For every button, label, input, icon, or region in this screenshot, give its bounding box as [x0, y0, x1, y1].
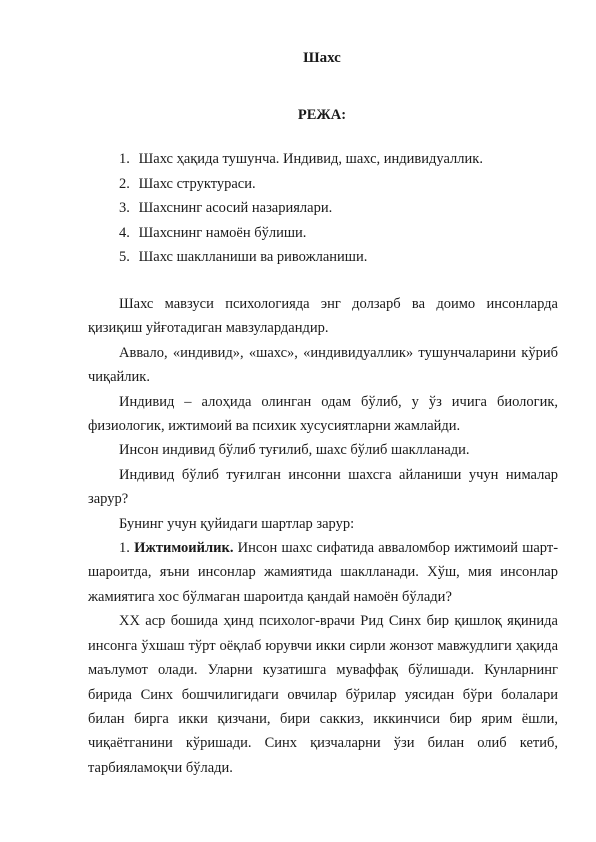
paragraph: Бунинг учун қуйидаги шартлар зарур:	[119, 515, 355, 532]
plan-item	[119, 221, 483, 246]
body-text	[88, 292, 558, 780]
plan-list	[119, 147, 483, 270]
plan-item-text: Шахснинг асосий назариялари.	[138, 200, 333, 216]
plan-item	[119, 196, 483, 221]
paragraph: Индивид – алоҳида олинган одам бўлиб, у ўз ичига биологик, физиологик, ижтимоий ва психик хусусиятларни жамлайди.	[88, 393, 558, 435]
paragraph: Индивид бўлиб туғилган инсонни шахсга айланиши учун нималар зарур?	[88, 466, 558, 508]
point-text: Инсон шахс сифатида авваломбор ижтимоий шарт-шароитда, яъни инсонлар жамиятида шаклланади. Хўш, мия инсонлар жамиятига хос бўлмаган шароитда қандай намоён бўлади?	[88, 540, 559, 605]
point-number: 1.	[119, 540, 130, 557]
plan-item-text: Шахснинг намоён бўлиши.	[138, 224, 307, 241]
paragraph: Аввало, «индивид», «шахс», «индивидуаллик» тушунчаларини кўриб чиқайлик.	[88, 344, 558, 386]
paragraph-point	[88, 536, 558, 609]
paragraph: Инсон индивид бўлиб туғилиб, шахс бўлиб шаклланади.	[119, 442, 470, 459]
paragraph: XX аср бошида ҳинд психолог-врачи Рид Синх бир қишлоқ яқинида инсонга ўхшаш тўрт оёқлаб юрувчи икки сирли жонзот мавжудлиги ҳақида маълумот олади. Уларни кузатишга муваффақ бўлишади. Кунларнинг бирида Синх бошчилигидаги овчилар бўрилар уясидан бўри болалари билан бирга икки қизчани, бири саккиз, иккинчиси бир ярим ёшли, чиқаётганини кўришади. Синх қизчаларни ўзи билан олиб кетиб, тарбияламоқчи бўлади.	[88, 613, 558, 776]
plan-item-text: Шахс ҳақида тушунча. Индивид, шахс, индивидуаллик.	[138, 151, 483, 167]
plan-item-text: Шахс шаклланиши ва ривожланиши.	[138, 249, 368, 265]
plan-item-number: 3.	[119, 200, 130, 216]
plan-item-number: 2.	[119, 175, 130, 192]
plan-item-number: 5.	[119, 249, 130, 265]
point-heading: Ижтимоийлик.	[134, 540, 234, 557]
plan-item	[119, 172, 483, 197]
paragraph: Шахс мавзуси психологияда энг долзарб ва доимо инсонларда қизиқиш уйғотадиган мавзулардандир.	[88, 296, 558, 337]
page-title: Шахс	[303, 50, 341, 66]
plan-item-number: 4.	[119, 224, 130, 241]
plan-item	[119, 147, 483, 172]
plan-heading: РЕЖА:	[297, 107, 347, 123]
plan-item-text: Шахс структураси.	[138, 175, 256, 192]
plan-item	[119, 245, 483, 270]
plan-item-number: 1.	[119, 151, 130, 167]
